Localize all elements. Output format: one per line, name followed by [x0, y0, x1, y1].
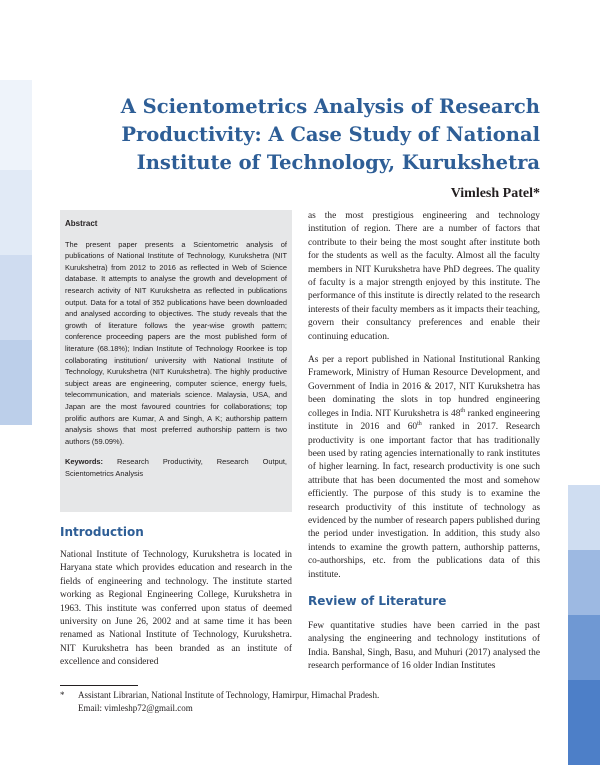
left-side-band-segment	[0, 80, 32, 170]
abstract-box	[60, 210, 292, 512]
right-side-band-segment	[568, 485, 600, 550]
right-side-band-segment	[568, 615, 600, 680]
footnote-email: Email: vimleshp72@gmail.com	[78, 703, 193, 713]
left-side-band-segment	[0, 170, 32, 255]
introduction-heading: Introduction	[60, 525, 144, 539]
introduction-paragraph	[60, 549, 292, 670]
abstract-body: The present paper presents a Scientometric analysis of publications of National Institute of Technology, Kurukshetra (NIT Kurukshetra) from 2012 to 2016 as reflected in Web of Science database. It attempts to analyse the growth and development of research activity of NIT Kurukshetra as reflected in publications output. Data for a total of 352 publications have been downloaded and analysed according to objectives. The study reveals that the growth of literature follows the year-wise growth pattern; conference proceeding papers are the most published form of literature (68.18%); Indian Institute of Technology Roorkee is top collaborating institution/ university with National Institute of Technology, Kurukshetra (NIT Kurukshetra). The highly productive subject areas are engineering, computer science, energy fuels, telecommunication, and materials science. Malaysia, USA, and Japan are the most favoured countries for collaborations; top prolific authors are Kumar, A and Singh, A K; authorship pattern analysis shows that most preferred authorship pattern is two authors (59.09%).	[65, 239, 287, 446]
introduction-text: National Institute of Technology, Kurukshetra is located in Haryana state which provides education and research in the fields of engineering and technology. The institute started working as Regional Engineering College, Kurukshetra in 1963. This institute was conferred upon status of deemed university on June 26, 2002 and at same time it has been renamed as National Institute of Technology, Kurukshetra. NIT Kurukshetra has been branded as an institute of excellence and considered	[60, 550, 292, 668]
keywords	[65, 456, 287, 479]
left-side-band-segment	[0, 255, 32, 340]
abstract-heading: Abstract	[65, 219, 98, 228]
continued-paragraph: as the most prestigious engineering and technology institution of region. There are a number of factors that contribute to their being the most sought after institute both for the students as well as the faculty. Almost all the faculty members in NIT Kurukshetra have PhD degrees. The quality of faculty is a major strength enjoyed by this institute. The performance of this institute is directly related to the research interests of their faculty members as it impacts their teaching, govern their consultancy preferences and enable their continuing education.	[308, 211, 540, 342]
footnote-affiliation: * Assistant Librarian, National Institute of Technology, Hamirpur, Himachal Pradesh.	[60, 690, 380, 700]
keywords-list: Research Productivity, Research Output, Scientometrics Analysis	[65, 457, 287, 478]
review-of-literature-heading: Review of Literature	[308, 594, 447, 608]
review-paragraph	[308, 620, 540, 674]
footnote-rule	[60, 685, 138, 686]
left-side-band-segment	[0, 340, 32, 425]
paper-title: A Scientometrics Analysis of Research Productivity: A Case Study of National Institute of Technology, Kurukshetra	[120, 95, 540, 174]
left-side-band-segment	[0, 0, 32, 80]
ranking-paragraph: As per a report published in National Institutional Ranking Framework, Ministry of Human Resource Development, and Government of India in 2016 & 2017, NIT Kurukshetra has been dominating the slots in top hundred engineering colleges in India. NIT Kurukshetra is 48th ranked engineering institute in 2016 and 60th ranked in 2017. Research productivity is one important factor that has traditionally been used by rating agencies internationally to rank institutes of higher learning. In fact, research productivity is one such attribute that has been documented the most and somehow efficiently. The purpose of this study is to examine the research productivity of this institute of technology as evidenced by the number of research papers published during the period under investigation. In addition, this study also intends to examine the growth pattern, authorship patterns, co-authorships, etc. from the publications data of this institute.	[308, 355, 540, 580]
footnote-mark: *	[60, 690, 65, 700]
right-side-band-segment	[568, 680, 600, 765]
right-side-band-segment	[568, 550, 600, 615]
review-text: Few quantitative studies have been carried in the past analysing the engineering and technology institutions of India. Banshal, Singh, Basu, and Muhuri (2017) analysed the research performance of 16 older Indian Institutes	[308, 621, 540, 672]
right-column-text	[308, 210, 540, 582]
footnote	[60, 689, 530, 715]
author-name: Vimlesh Patel*	[450, 186, 540, 201]
keywords-label: Keywords:	[65, 457, 104, 467]
